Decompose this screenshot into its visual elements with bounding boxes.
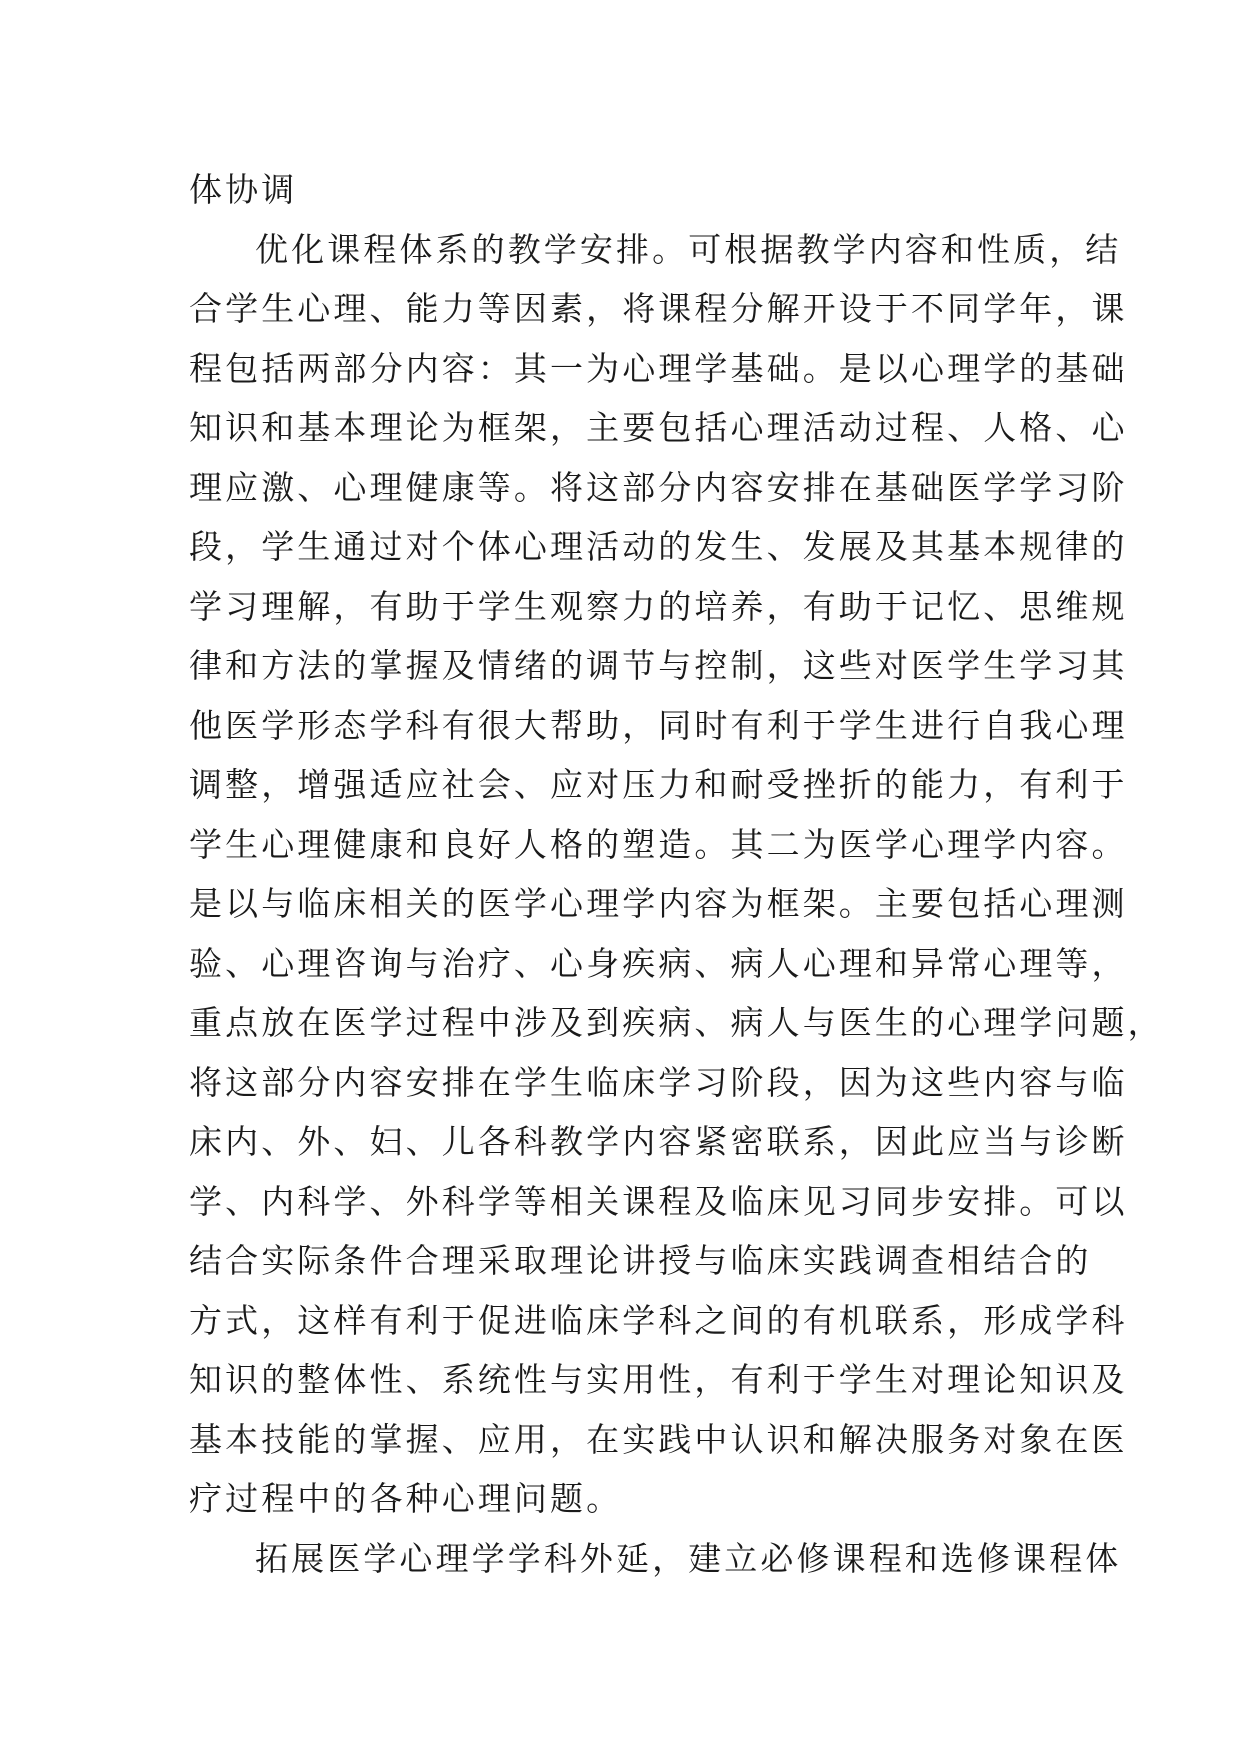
text-line: 段，学生通过对个体心理活动的发生、发展及其基本规律的 <box>189 527 1128 566</box>
text-line: 将这部分内容安排在学生临床学习阶段，因为这些内容与临 <box>189 1062 1128 1102</box>
text-line: 学、内科学、外科学等相关课程及临床见习同步安排。可以 <box>189 1181 1128 1221</box>
text-line: 知识和基本理论为框架，主要包括心理活动过程、人格、心 <box>189 408 1128 447</box>
text-line: 方式，这样有利于促进临床学科之间的有机联系，形成学科 <box>189 1300 1128 1340</box>
text-line: 体协调 <box>189 170 298 209</box>
text-line: 调整，增强适应社会、应对压力和耐受挫折的能力，有利于 <box>189 765 1128 804</box>
text-line: 理应激、心理健康等。将这部分内容安排在基础医学学习阶 <box>189 467 1128 507</box>
text-line: 重点放在医学过程中涉及到疾病、病人与医生的心理学问题， <box>189 1003 1164 1042</box>
text-line: 验、心理咨询与治疗、心身疾病、病人心理和异常心理等， <box>189 943 1128 983</box>
text-line: 结合实际条件合理采取理论讲授与临床实践调查相结合的 <box>189 1241 1092 1280</box>
paragraph-first-line: 优化课程体系的教学安排。可根据教学内容和性质，结 <box>255 229 1122 269</box>
text-line: 他医学形态学科有很大帮助，同时有利于学生进行自我心理 <box>189 705 1128 745</box>
text-line: 床内、外、妇、儿各科教学内容紧密联系，因此应当与诊断 <box>189 1122 1128 1161</box>
text-line: 合学生心理、能力等因素，将课程分解开设于不同学年，课 <box>189 289 1128 328</box>
body-text <box>189 160 1164 1588</box>
text-line: 律和方法的掌握及情绪的调节与控制，这些对医学生学习其 <box>189 646 1128 685</box>
text-line: 基本技能的掌握、应用，在实践中认识和解决服务对象在医 <box>189 1419 1128 1459</box>
paragraph-first-line: 拓展医学心理学学科外延，建立必修课程和选修课程体 <box>255 1538 1122 1578</box>
text-line: 学生心理健康和良好人格的塑造。其二为医学心理学内容。 <box>189 824 1128 864</box>
text-line: 是以与临床相关的医学心理学内容为框架。主要包括心理测 <box>189 884 1128 923</box>
text-line: 程包括两部分内容：其一为心理学基础。是以心理学的基础 <box>189 348 1128 388</box>
text-line: 疗过程中的各种心理问题。 <box>189 1479 623 1518</box>
text-line: 知识的整体性、系统性与实用性，有利于学生对理论知识及 <box>189 1360 1128 1399</box>
text-line: 学习理解，有助于学生观察力的培养，有助于记忆、思维规 <box>189 586 1128 626</box>
